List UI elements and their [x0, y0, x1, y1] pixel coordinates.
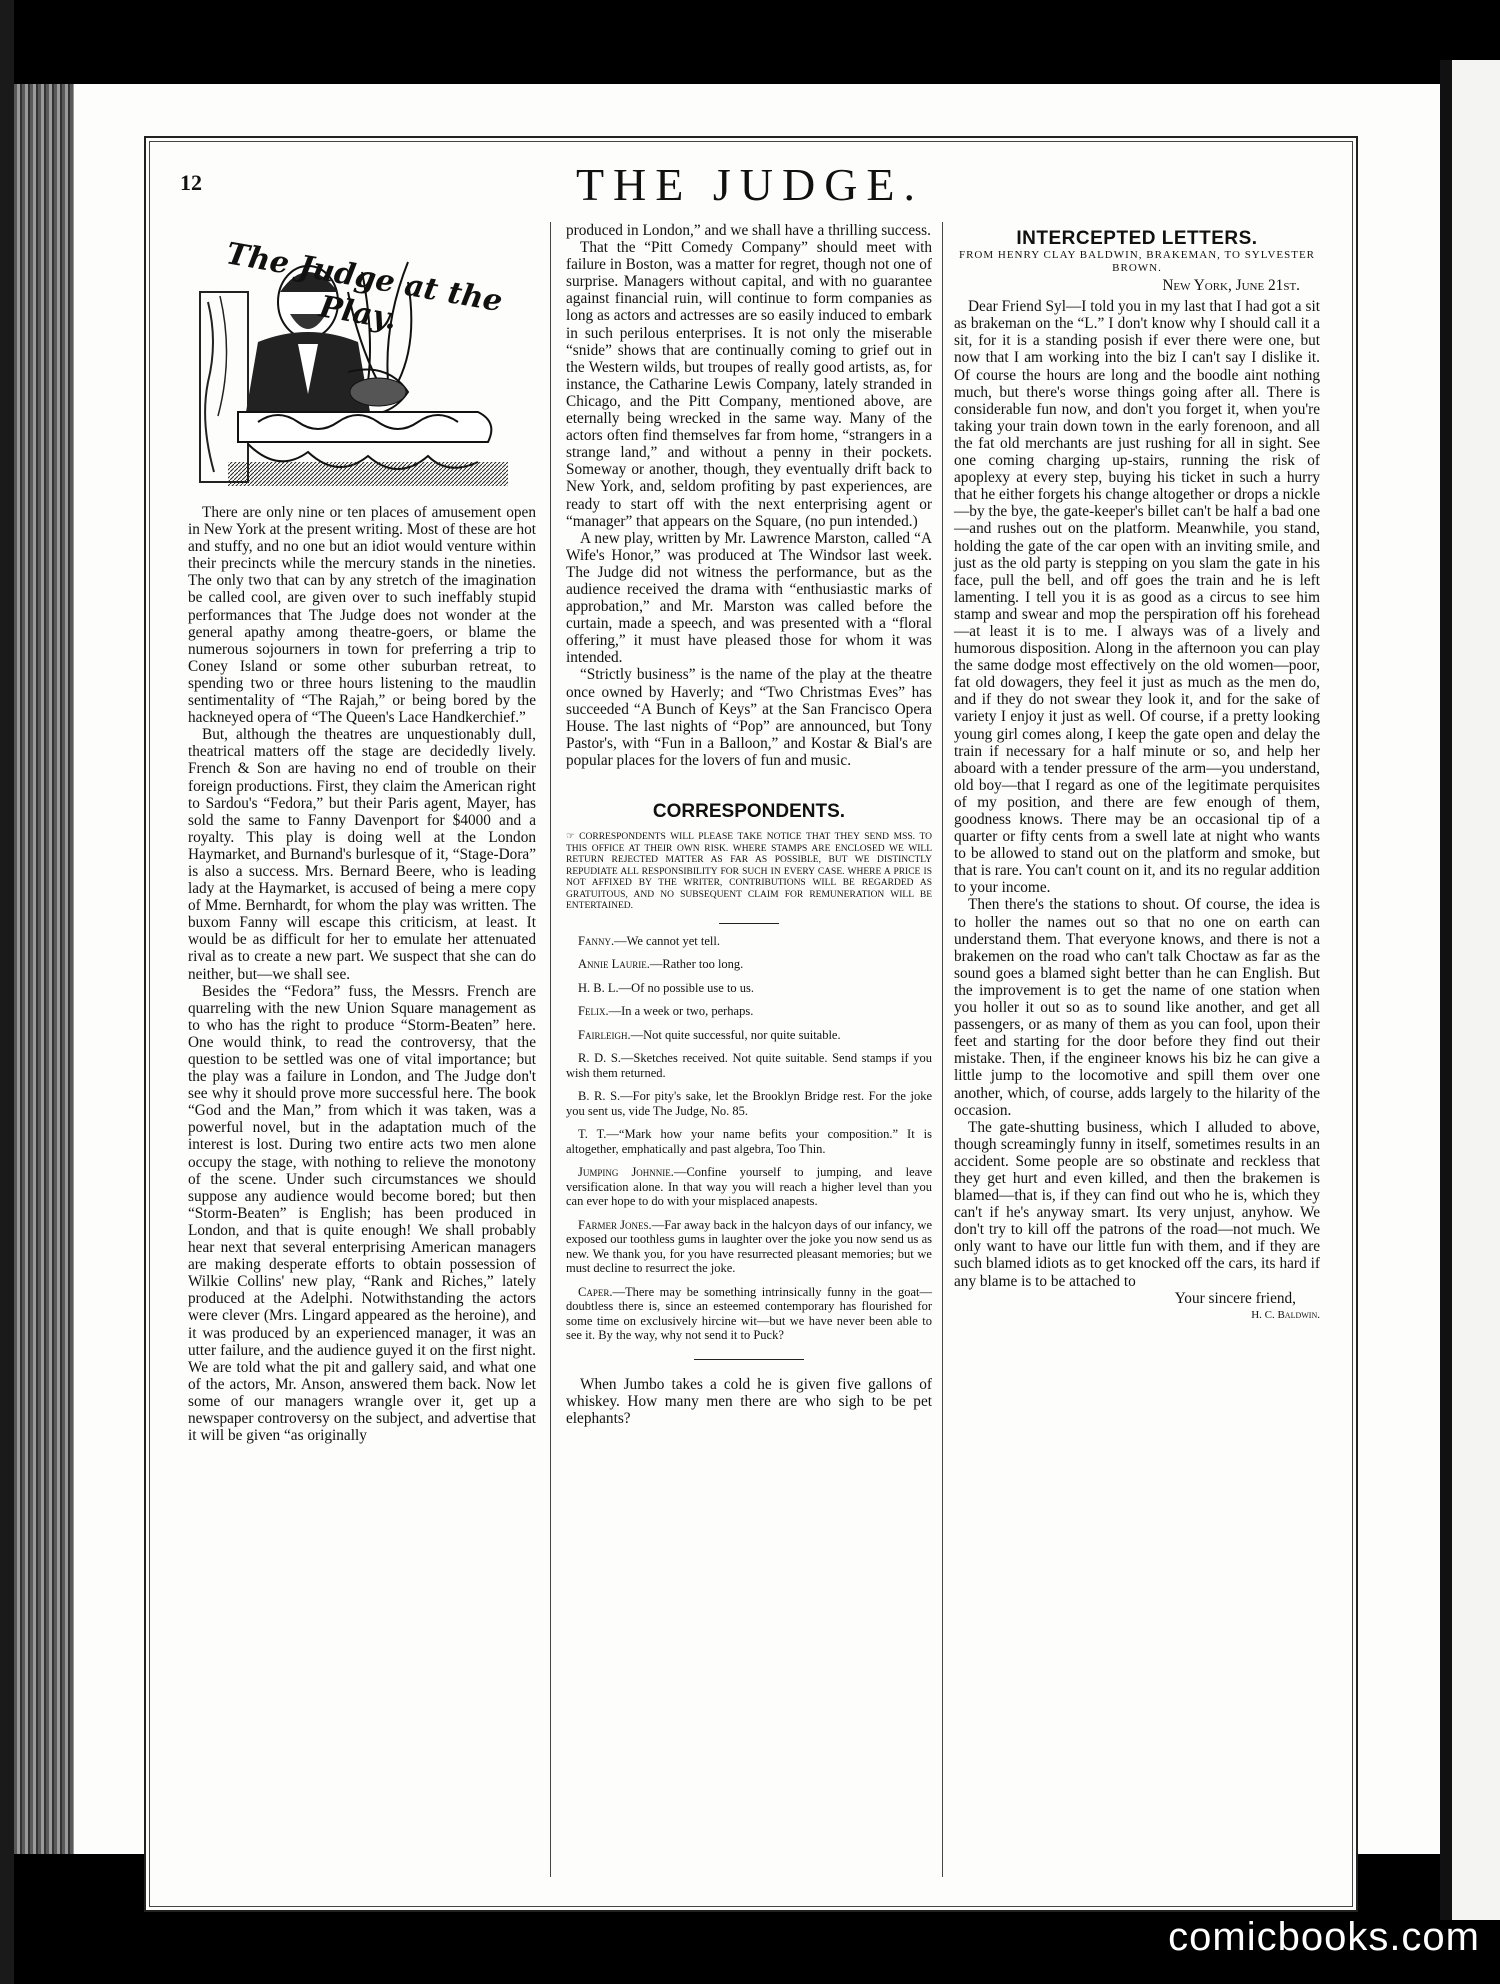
article-paragraph: That the “Pitt Comedy Company” should meet with failure in Boston, was a matter for regret, though not one of surprise. Managers without capital, and with no guarantee against financial ruin, will continue to form companies as long as actors and actresses are so easily induced to embark in such perilous enterprises. It is not only the miserable “snide” shows that are continually coming to grief out in the Western wilds, but troupes of really good artists, as, for instance, the Catharine Lewis Company, lately stranded in Chicago, and the Pitt Company, mentioned above, are eternally being wrecked in the same way. Many of the actors often find themselves far from home, “strangers in a strange land,” and without a penny in their pockets. Someway or another, though, they eventually drift back to New York, and, seldom profiting by past experiences, are ready to start off with the next enterprising agent or “manager” that appears on the Square, (no pun intended.)	[566, 239, 932, 530]
correspondent-reply: Felix.—In a week or two, perhaps.	[578, 1004, 754, 1019]
letter-signer: H. C. Baldwin.	[1251, 1308, 1320, 1321]
divider	[719, 923, 779, 924]
correspondent-reply: Jumping Johnnie.—Confine yourself to jumping, and leave versification alone. In that way you will reach a higher level than you can ever hope to do with your misplaced anapests.	[566, 1165, 932, 1209]
correspondents-heading: CORRESPONDENTS.	[652, 801, 846, 822]
book-binding	[0, 0, 14, 1984]
column-3	[954, 222, 1320, 1324]
judge-at-play-illustration	[198, 232, 528, 490]
divider	[694, 1359, 804, 1360]
column-rule	[942, 222, 943, 1877]
article-paragraph: Besides the “Fedora” fuss, the Messrs. French are quarreling with the new Union Square management as to who has the right to produce “Storm-Beaten” here. One would think, to read the controversy, that the question to be settled was one of vital importance; but the play was a failure in London, and The Judge don't see why it should prove more successful here. The book “God and the Man,” from which it was taken, was a powerful novel, but in the adaptation much of the interest is lost. During two entire acts two men alone occupy the stage, with nothing to relieve the monotony of the scene. Under such circumstances we should suppose any audience would become bored; but then “Storm-Beaten” is English; has been produced in London, and that is quite enough! We shall probably hear next that several enterprising American managers are making desperate efforts to obtain possession of Wilkie Collins' new play, “Rank and Riches,” lately produced at the Adelphi. Notwithstanding the actors were clever (Mrs. Lingard appeared as the heroine), and it was produced by an experienced manager, it was an utter failure, and the audience guyed it on the first night. We are told what the pit and gallery said, and what one of the actors, Mr. Anson, answered them back. Now let some of our managers wrangle over it, get up a newspaper controversy on the subject, and advertise that it will be given “as originally	[188, 982, 536, 1445]
article-paragraph: There are only nine or ten places of amusement open in New York at the present writing. Most of these are hot and stuffy, and no one but an idiot would venture within their precincts while the mercury stands in the nineties. The only two that can by any stretch of the imagination be called cool, are given over to such ineffably stupid performances that The Judge does not wonder at the general apathy among theatre-goers, or blame the numerous sojourners in town for preferring a trip to Coney Island or some other suburban retreat, to spending two or three hours listening to the maudlin sentimentality of “The Rajah,” or being bored by the hackneyed opera of “The Queen's Lace Handkerchief.”	[188, 504, 536, 727]
jumbo-joke: When Jumbo takes a cold he is given five gallons of whiskey. How many men there are who sigh to be pet elephants?	[566, 1375, 932, 1427]
correspondent-reply: Annie Laurie.—Rather too long.	[578, 957, 744, 972]
correspondent-reply: Farmer Jones.—Far away back in the halcyon days of our infancy, we exposed our toothless gums in laughter over the joke you now send us as new. We thank you, for you have resurrected pleasant memories; but we must decline to resurrect the joke.	[566, 1217, 932, 1276]
intercepted-letters-heading: INTERCEPTED LETTERS.	[1016, 228, 1258, 249]
article-paragraph: A new play, written by Mr. Lawrence Marston, called “A Wife's Honor,” was produced at The Windsor last week. The Judge did not witness the performance, but as the audience received the drama with “enthusiastic marks of approbation,” and Mr. Marston was called before the curtain, made a speech, and was presented with a “floral offering,” it must have pleased those for whom it was intended.	[566, 529, 932, 667]
correspondents-notice: ☞ CORRESPONDENTS WILL PLEASE TAKE NOTICE THAT THEY SEND MSS. TO THIS OFFICE AT THEIR OWN RISK. WHERE STAMPS ARE ENCLOSED WE WILL RETURN REJECTED MATTER AS FAR AS POSSIBLE, BUT WE DISTINCTLY REPUDIATE ALL RESPONSIBILITY FOR SUCH IN EVERY CASE. WHERE A PRICE IS NOT AFFIXED BY THE WRITER, CONTRIBUTIONS WILL BE REGARDED AS GRATUITOUS, AND NO SUBSEQUENT CLAIM FOR REMUNERATION WILL BE ENTERTAINED.	[566, 832, 932, 912]
letter-paragraph: The gate-shutting business, which I alluded to above, though screamingly funny in itself, sometimes results in an accident. Some people are so obstinate and reckless that they get hurt and even killed, and then the brakemen is blamed—that is, if they can find out who he is, which they can't if he's anyway smart. Its very unjust, anyhow. We don't try to kill off the patrons of the road—not much. We only want to have our little fun with them, and if they are such blamed idiots as to get knocked off the cars, its hard if any blame is to be attached to	[954, 1118, 1320, 1290]
correspondent-reply: T. T.—“Mark how your name befits your composition.” It is altogether, emphatically and past algebra, Too Thin.	[566, 1127, 932, 1156]
correspondent-reply: Caper.—There may be something intrinsically funny in the goat—doubtless there is, since an esteemed contemporary has flourished for some time on exclusively hircine wit—but we have never been able to see it. By the way, why not send it to Puck?	[566, 1284, 932, 1343]
letter-closing: Your sincere friend,	[1174, 1289, 1296, 1307]
correspondent-reply: Fairleigh.—Not quite successful, nor quite suitable.	[578, 1027, 841, 1042]
column-2	[566, 222, 932, 1427]
illustration-title: The Judge at the Play.	[223, 236, 505, 338]
watermark: comicbooks.com	[1168, 1915, 1480, 1959]
article-paragraph: “Strictly business” is the name of the play at the theatre once owned by Haverly; and “Two Christmas Eves” has succeeded “A Bunch of Keys” at the San Francisco Opera House. The last nights of “Pop” are announced, but Tony Pastor's, with “Fun in a Balloon,” and Kostar & Bial's are popular places for the lovers of fun and music.	[566, 666, 932, 769]
correspondent-reply: Fanny.—We cannot yet tell.	[578, 933, 720, 948]
letter-subheading: FROM HENRY CLAY BALDWIN, BRAKEMAN, TO SYLVESTER BROWN.	[958, 249, 1316, 275]
letter-paragraph: Dear Friend Syl—I told you in my last that I had got a sit as brakeman on the “L.” I don't know why I should call it a sit, for it is a standing posish if ever there were one, but now that I am working into the biz I can't say I dislike it. Of course the hours are long and the boodle aint nothing much, but there's worse things going after all. There is considerable fun now, and don't you forget it, when you're taking your train down town in the early forenoon, and all the fat old merchants are just rushing for all in sight. See one coming charging up-stairs, running the risk of apoplexy at every step, buying his ticket in such a hurry that he either forgets his change altogether or drops a nickle—by the bye, the gate-keeper's billet can't be half a bad one—and rushes out on the platform. Meanwhile, you stand, holding the gate of the car open with an inviting smile, and just as the old party is stepping on you slam the gate in his face, pull the bell, and off goes the train and he is left lamenting. I tell you it is as good as a circus to see him stamp and swear and mop the perspiration off his forehead—at least it is to me. I always was of a lively and humorous disposition. Along in the afternoon you can play the same dodge most effectively on the old women—poor, fat old dowagers, they feel it just as much as the men do, and if they do not swear they look it, and for the sake of variety I enjoy it just as well. Of course, if a pretty looking young girl comes along, I keep the gate open and delay the train if necessary for a half minute or so, and help her aboard with a tender pressure of the arm—you understand, old boy—that I regard as one of the legitimate perquisites of my position, and there are few enough of them, goodness knows. There may be an occasional tip of a quarter or fifty cents from a swell late at night who wants to be allowed to stand out on the platform and smoke, but that is rare. You can't count on it, and its no regular addition to your income.	[954, 298, 1320, 897]
column-1	[188, 222, 536, 1444]
article-paragraph: But, although the theatres are unquestionably dull, theatrical matters off the stage are decidedly lively. French & Son are having no end of trouble on their foreign productions. First, they claim the American right to Sardou's “Fedora,” but their Paris agent, Mayer, has sold the same to Fanny Davenport for $4000 and a royalty. This play is doing well at the London Haymarket, and Burnand's burlesque of it, “Stage-Dora” is also a success. Mrs. Bernard Beere, who is leading lady at the Haymarket, is accused of being a mere copy of Mme. Bernhardt, for whom the play was written. The buxom Fanny will escape this criticism, at least. It would be as difficult for her to emulate her attenuated rival as to create a new part. We suspect that she can do neither, but—we shall see.	[188, 726, 536, 983]
letter-paragraph: Then there's the stations to shout. Of course, the idea is to holler the names out so that no one on earth can understand them. That everyone knows, and there is not a brakemen on the road who can't talk Choctaw as far as the sound goes a blamed sight better than he can English. But the improvement is to get the name of one station when you holler it out so as to sound like another, and get all passengers, or as many of them as you can fool, upon their feet and starting for the door before they find out their mistake. Then, if the engineer knows his biz he can give a little jump to the locomotive and spill them over one another, which, of course, adds largely to the hilarity of the occasion.	[954, 896, 1320, 1119]
correspondent-reply: H. B. L.—Of no possible use to us.	[578, 980, 755, 995]
article-paragraph: produced in London,” and we shall have a thrilling success.	[566, 222, 931, 239]
letter-dateline: New York, June 21st.	[1162, 277, 1300, 295]
column-rule	[550, 222, 551, 1877]
correspondent-reply: B. R. S.—For pity's sake, let the Brooklyn Bridge rest. For the joke you sent us, vide The Judge, No. 85.	[566, 1089, 932, 1118]
facing-page-edge	[1440, 60, 1500, 1920]
page-number: 12	[180, 170, 202, 195]
correspondent-reply: R. D. S.—Sketches received. Not quite suitable. Send stamps if you wish them returned.	[566, 1051, 932, 1080]
page-stack-edge	[14, 84, 74, 1854]
masthead-title: THE JUDGE.	[575, 159, 925, 210]
